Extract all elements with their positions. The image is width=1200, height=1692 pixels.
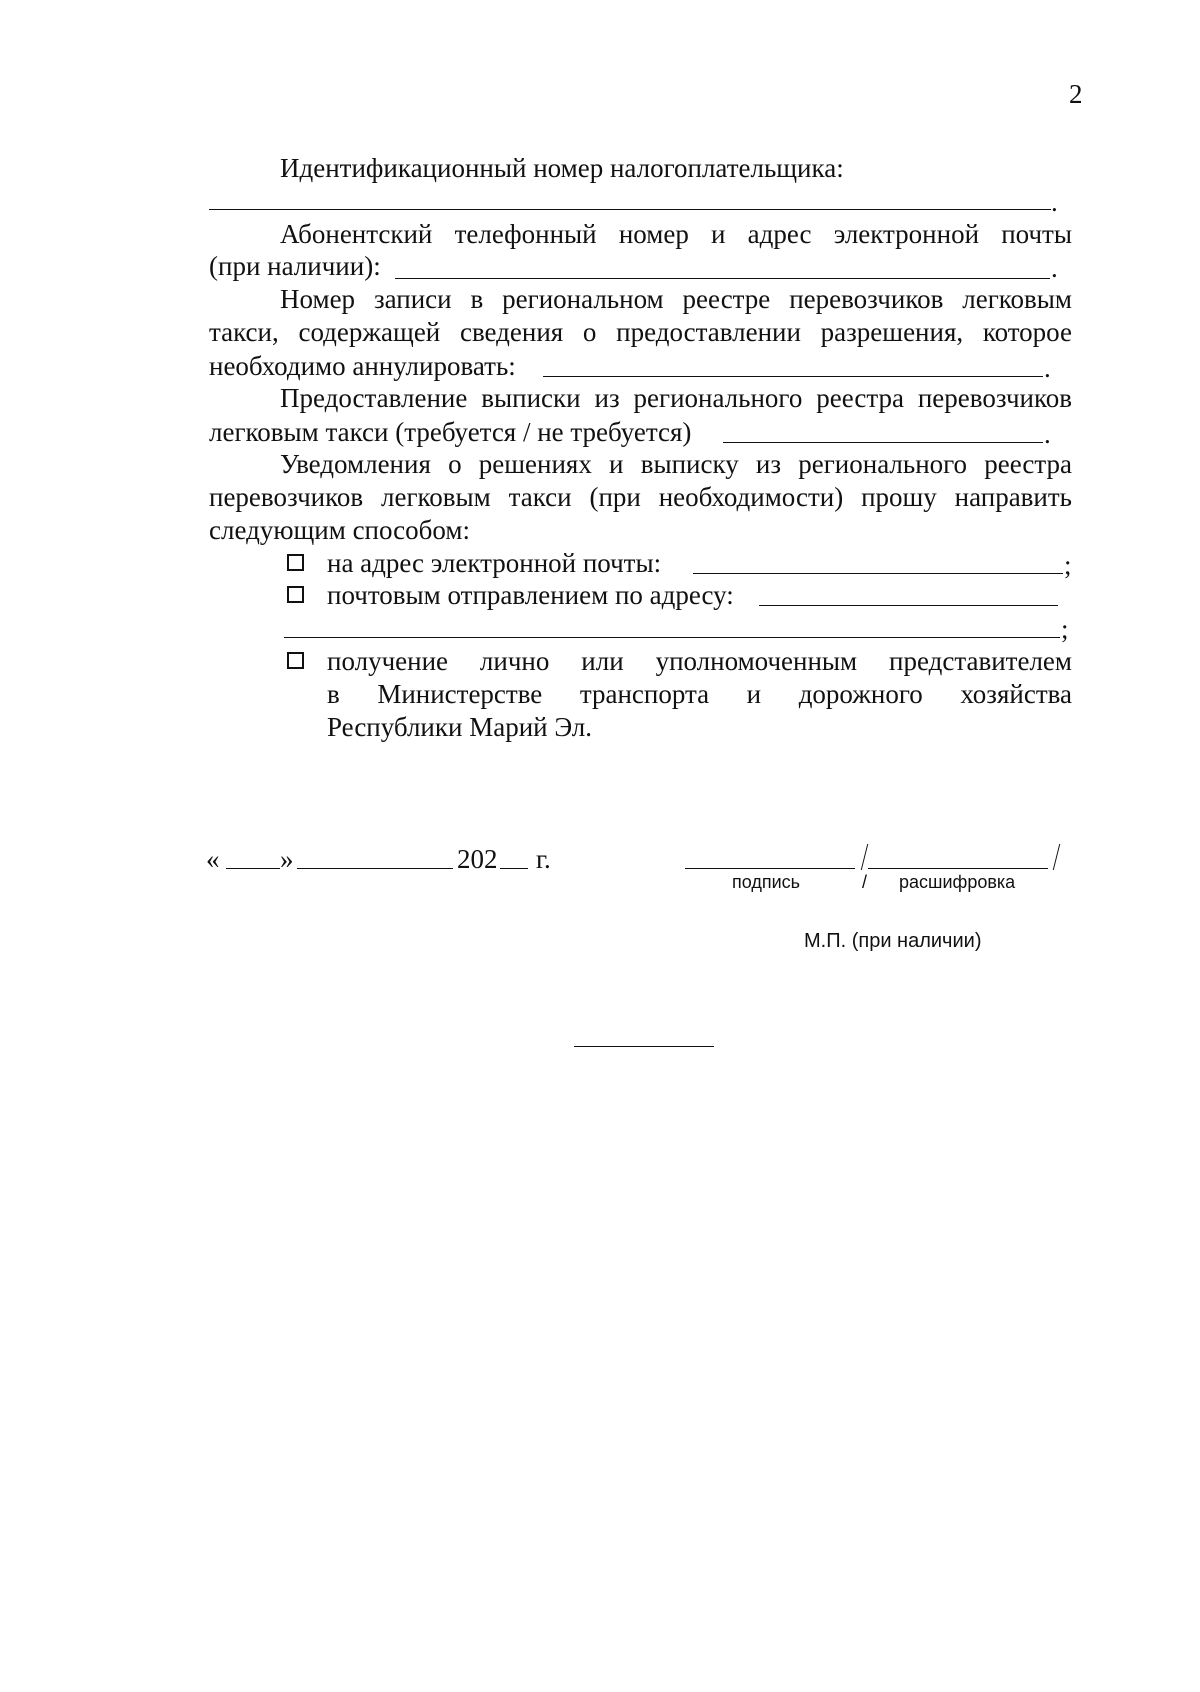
record-number-field[interactable] [543,376,1043,377]
signature-field[interactable] [685,868,855,869]
date-year-suffix: г. [536,844,551,874]
option-email-field[interactable] [693,573,1063,574]
signature-slash-2 [1053,844,1060,870]
notify-line-1: Уведомления о решениях и выписку из регионального реестра [280,449,1072,479]
inn-label: Идентификационный номер налогоплательщика: [280,153,844,183]
email-semicolon: ; [1064,550,1072,580]
date-open-quote: « [206,844,220,874]
inn-period: . [1051,187,1058,217]
phone-email-field[interactable] [395,278,1050,279]
option-personal-line-1: получение лично или уполномоченным представителем [327,646,1072,676]
option-post-field[interactable] [759,605,1058,606]
date-year-field[interactable] [500,868,528,869]
seal-label: М.П. (при наличии) [804,930,982,952]
record-line-1: Номер записи в региональном реестре перевозчиков легковым [280,284,1072,314]
post-semicolon: ; [1061,614,1069,644]
option-personal-line-2: в Министерстве транспорта и дорожного хозяйства [327,679,1072,709]
inn-field[interactable] [209,209,1051,210]
option-post-label: почтовым отправлением по адресу: [327,580,734,610]
post-checkbox[interactable] [287,586,304,603]
option-personal-line-3: Республики Марий Эл. [327,712,593,742]
signature-sign-label: подпись [732,872,801,892]
record-line-3: необходимо аннулировать: [209,351,516,381]
closing-separator [574,1046,714,1047]
personal-checkbox[interactable] [287,652,304,669]
date-close-quote: » [280,844,294,874]
signature-decode-label: расшифровка [899,872,1016,892]
option-post-field-2[interactable] [284,637,1060,638]
date-month-field[interactable] [297,868,453,869]
signature-separator: / [862,872,868,892]
phone-period: . [1051,253,1058,283]
notify-line-3: следующим способом: [209,515,470,545]
signature-slash-1 [861,844,868,870]
record-line-2: такси, содержащей сведения о предоставлении разрешения, которое [209,317,1072,347]
signature-decode-field[interactable] [868,868,1048,869]
notify-line-2: перевозчиков легковым такси (при необходимости) прошу направить [209,482,1072,512]
date-day-field[interactable] [226,868,280,869]
page-number: 2 [1069,79,1083,109]
phone-line-2: (при наличии): [209,251,381,281]
email-checkbox[interactable] [287,554,304,571]
phone-line-1: Абонентский телефонный номер и адрес электронной почты [280,219,1072,249]
extract-field[interactable] [723,442,1043,443]
extract-line-1: Предоставление выписки из регионального реестра перевозчиков [280,383,1072,413]
option-email-label: на адрес электронной почты: [327,548,662,578]
extract-period: . [1044,419,1051,449]
date-year: 202 [457,844,498,874]
record-period: . [1044,353,1051,383]
extract-line-2: легковым такси (требуется / не требуется) [209,417,692,447]
